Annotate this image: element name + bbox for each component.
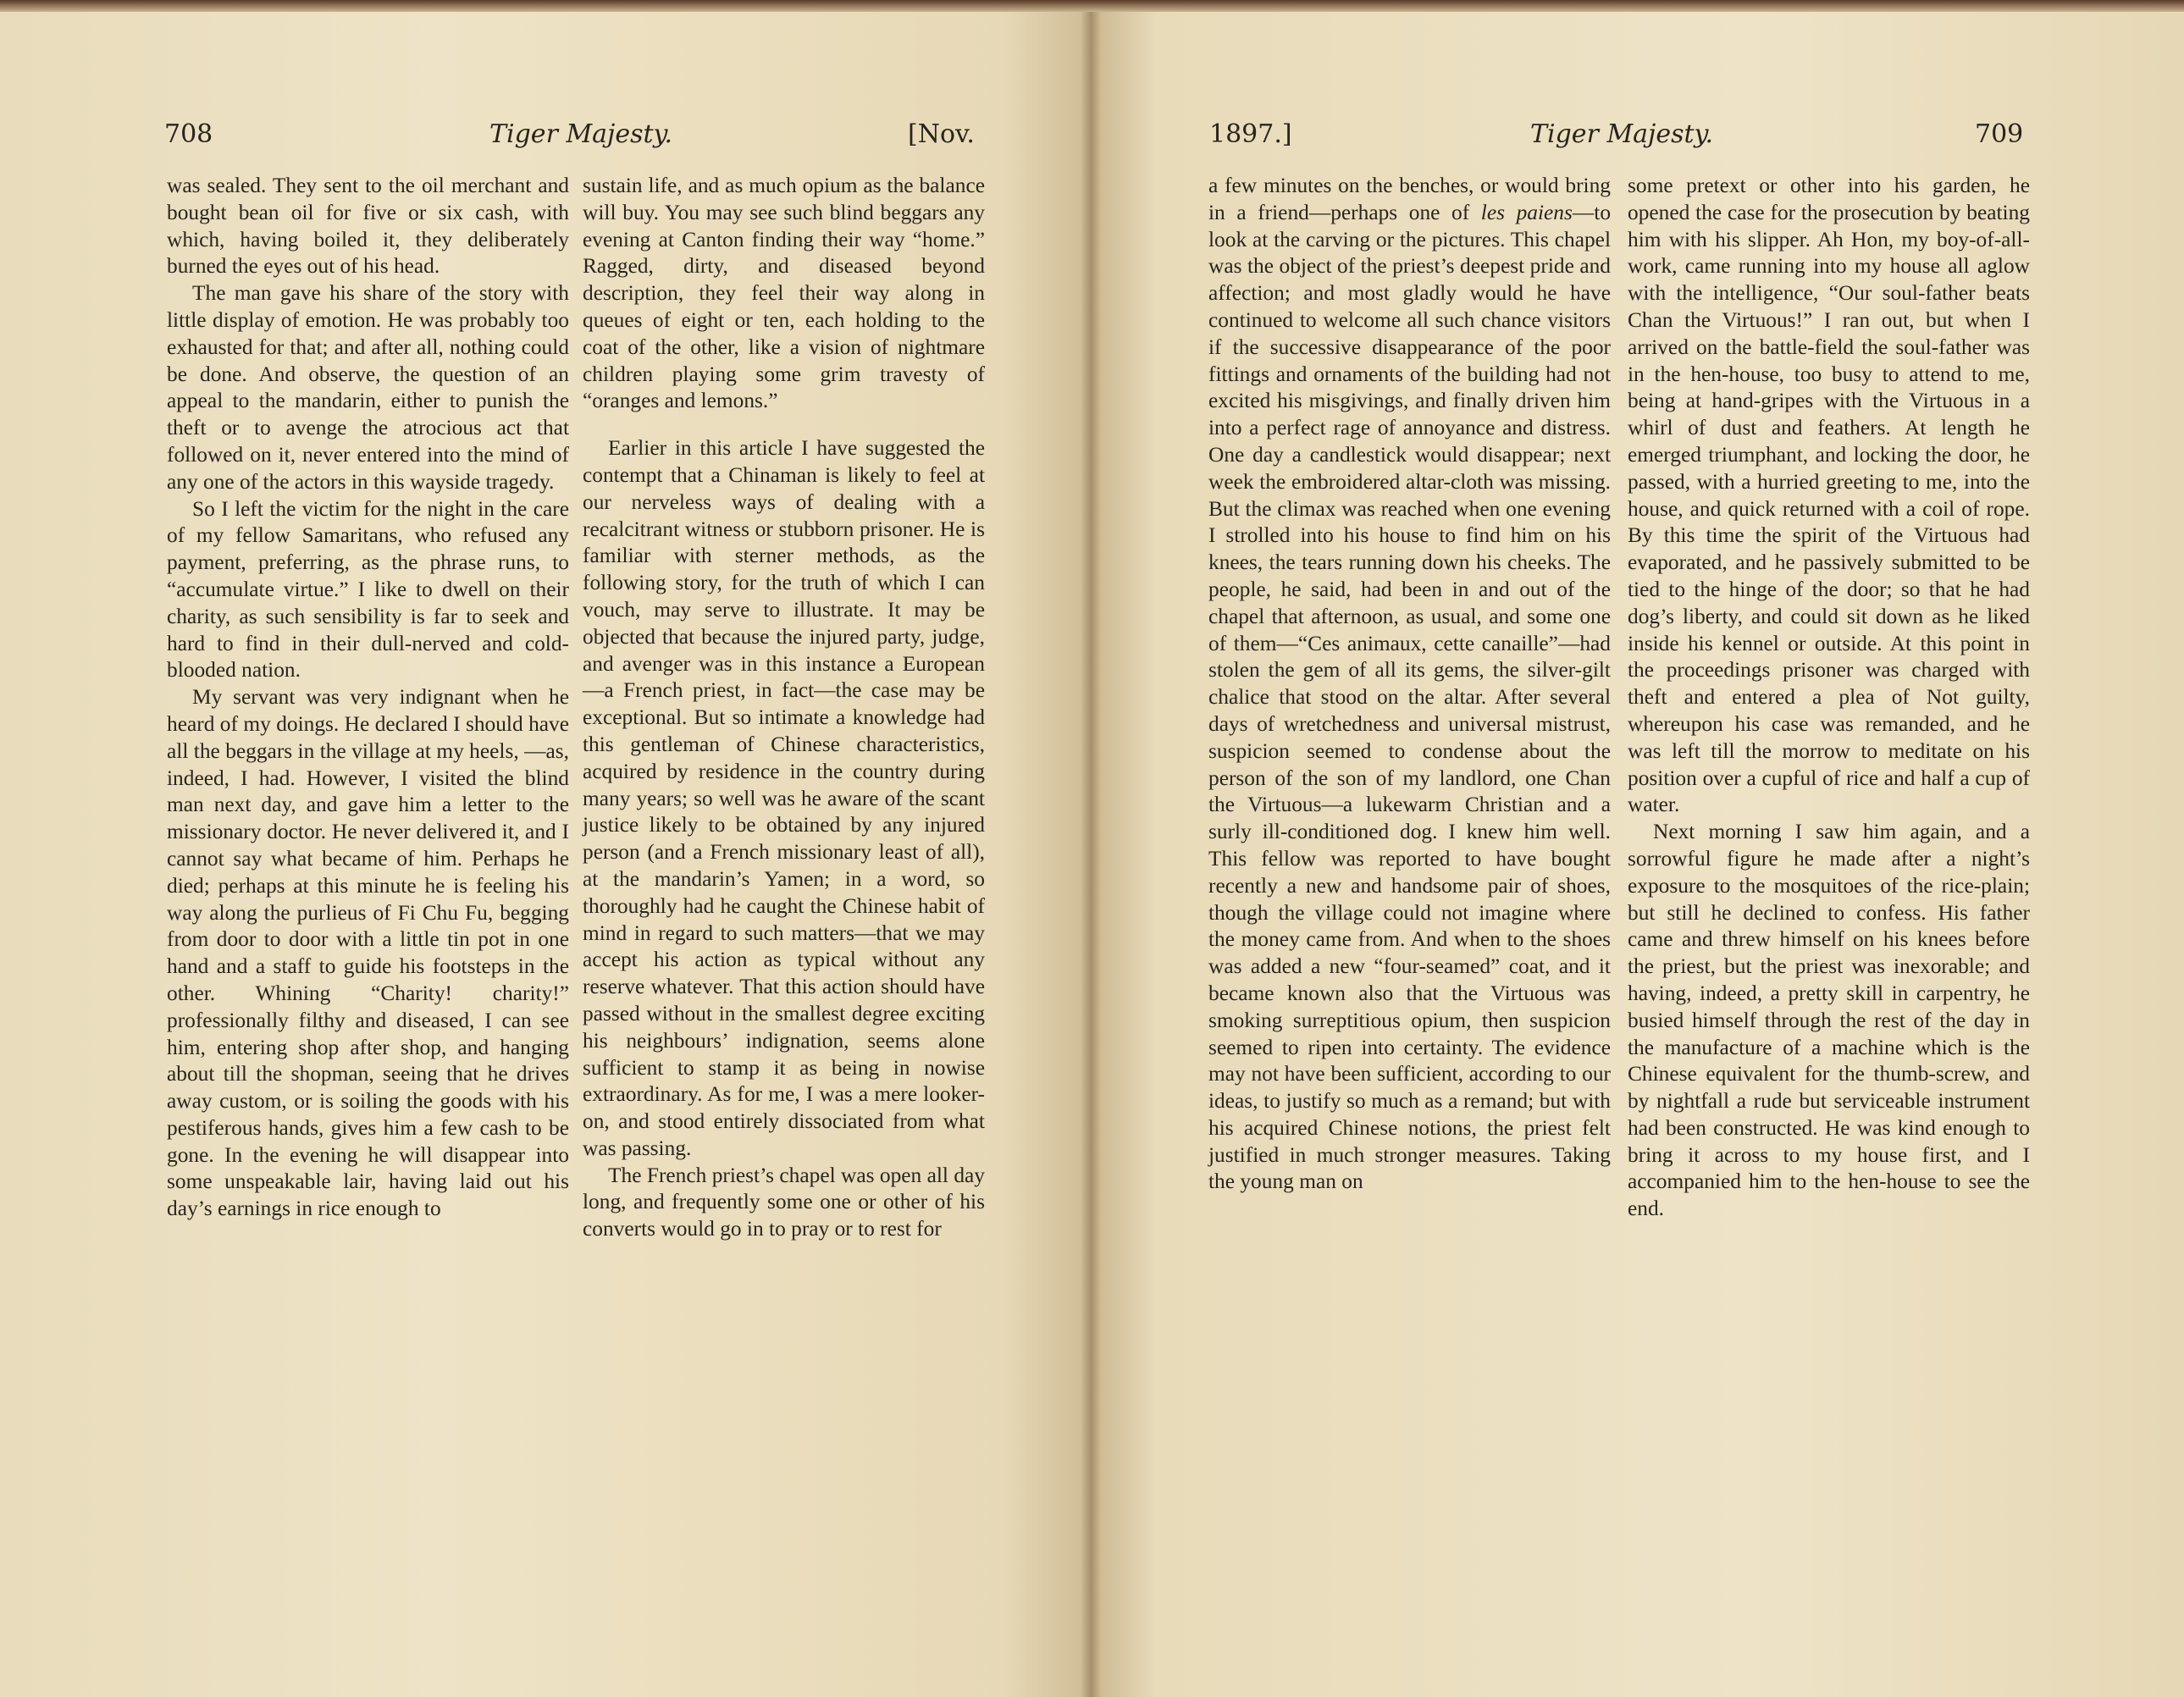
right-page-number: 709: [1975, 119, 2024, 149]
paragraph: [1208, 173, 1611, 1196]
paragraph: Next morning I saw him again, and a sorrowful figure he made after a night’s exposure to the mosquitoes of the rice-plain; but still he declined to confess. His father came and threw himself on his knees before the priest, but the priest was inexorable; and having, indeed, a pretty skill in carpentry, he busied himself through the rest of the day in the manufacture of a machine which is the Chinese equivalent for the thumb-screw, and by nightfall a rude but serviceable instrument had been constructed. He was kind enough to bring it across to my house first, and I accompanied him to the hen-house to see the end.: [1628, 820, 2030, 1221]
paragraph: So I left the victim for the night in the care of my fellow Samaritans, who refused any payment, preferring, as the phrase runs, to “accumulate virtue.” I like to dwell on their charity, as such sensibility is far to seek and hard to find in their dull-nerved and cold-blooded nation.: [167, 496, 569, 683]
left-month: [Nov.: [908, 119, 975, 149]
text-run: —to look at the carving or the pictures. This chapel was the object of the priest’s deepest pride and affection; and most gladly would he have continued to welcome all such chance visitors if the successive disappearance of the poor fittings and ornaments of the building had not excited his misgivings, and finally driven him into a perfect rage of annoyance and distress. One day a candlestick would disappear; next week the embroidered altar-cloth was missing. But the climax was reached when one evening I strolled into his house to find him on his knees, the tears running down his cheeks. The people, he said, had been in and out of the chapel that afternoon, as usual, and some one of them—“Ces animaux, cette canaille”—had stolen the gem of all its gems, the silver-gilt chalice that stood on the altar. After several days of wretchedness and universal mistrust, suspicion seemed to condense about the person of the son of my landlord, one Chan the Virtuous—a lukewarm Christian and a surly ill-conditioned dog. I knew him well. This fellow was reported to have bought recently a new and handsome pair of shoes, though the village could not imagine where the money came from. And when to the shoes was added a new “four-seamed” coat, and it became known also that the Virtuous was smoking surreptitious opium, then suspicion seemed to ripen into certainty. The evidence may not have been sufficient, according to our ideas, to justify so much as a remand; but with his acquired Chinese notions, the priest felt justified in much stronger measures. Taking the young man on: [1208, 200, 1612, 1194]
paragraph: My servant was very indignant when he heard of my doings. He declared I should have all the beggars in the village at my heels, —as, indeed, I had. However, I visited the blind man next day, and gave him a letter to the missionary doctor. He never delivered it, and I cannot say what became of him. Perhaps he died; perhaps at this minute he is feeling his way along the purlieus of Fi Chu Fu, begging from door to door with a little tin pot in one hand and a staff to guide his footsteps in the other. Whining “Charity! charity!” professionally filthy and diseased, I can see him, entering shop after shop, and hanging about till the shopman, seeing that he drives away custom, or is soiling the goods with his pestiferous hands, gives him a few cash to be gone. In the evening he will disappear into some unspeakable lair, having laid out his day’s earnings in rice enough to: [167, 685, 569, 1221]
paragraph: The man gave his share of the story with little display of emotion. He was probably too exhausted for that; and after all, nothing could be done. And observe, the question of an appeal to the mandarin, either to punish the theft or to avenge the atrocious act that followed on it, never entered into the mind of any one of the actors in this wayside tragedy.: [167, 281, 569, 494]
book-top-edge: [0, 0, 2184, 12]
right-running-title: Tiger Majesty.: [1530, 119, 1714, 149]
right-column-2: [1628, 173, 2030, 1223]
left-page: [0, 12, 1091, 1697]
left-column-1: [167, 173, 569, 1223]
right-column-1: [1208, 173, 1611, 1196]
paragraph: The French priest’s chapel was open all day long, and frequently some one or other of his converts would go in to pray or to rest for: [583, 1163, 985, 1241]
italic-phrase: les paiens: [1480, 200, 1573, 224]
paragraph: some pretext or other into his garden, he opened the case for the prosecution by beating him with his slipper. Ah Hon, my boy-of-all-work, came running into my house all aglow with the intelligence, “Our soul-father beats Chan the Virtuous!” I ran out, but when I arrived on the battle-field the soul-father was in the hen-house, too busy to attend to me, being at hand-gripes with the Virtuous in a whirl of dust and feathers. At length he emerged triumphant, and locking the door, he passed, with a hurried greeting to me, into the house, and quick returned with a coil of rope. By this time the spirit of the Virtuous had evaporated, and he passively submitted to be tied to the hinge of the door; so that he had dog’s liberty, and could sit down as he liked inside his kennel or outside. At this point in the proceedings prisoner was charged with theft and entered a plea of Not guilty, whereupon his case was remanded, and he was left till the morrow to meditate on his position over a cupful of rice and half a cup of water.: [1628, 174, 2030, 817]
left-running-head: [0, 113, 1091, 156]
paragraph: was sealed. They sent to the oil merchant and bought bean oil for five or six cash, with which, having boiled it, they deliberately burned the eyes out of his head.: [167, 174, 569, 279]
paragraph: Earlier in this article I have suggested the contempt that a Chinaman is likely to feel at our nerveless ways of dealing with a recalcitrant witness or stubborn prisoner. He is familiar with sterner methods, as the following story, for the truth of which I can vouch, may serve to illustrate. It may be objected that because the injured party, judge, and avenger was in this instance a European —a French priest, in fact—the case may be exceptional. But so intimate a knowledge had this gentleman of Chinese characteristics, acquired by residence in the country during many years; so well was he aware of the scant justice likely to be obtained by any injured person (and a French missionary least of all), at the mandarin’s Yamen; in a word, so thoroughly had he caught the Chinese habit of mind in regard to such matters—that we may accept his action as typical without any reserve whatever. That this action should have passed without in the smallest degree exciting his neighbours’ indignation, seems alone sufficient to stamp it as being in nowise extraordinary. As for me, I was a mere looker-on, and stood entirely dissociated from what was passing.: [583, 436, 985, 1160]
paragraph: sustain life, and as much opium as the balance will buy. You may see such blind beggars any evening at Canton finding their way “home.” Ragged, dirty, and diseased beyond description, they feel their way along in queues of eight or ten, each holding to the coat of the other, like a vision of nightmare children playing some grim travesty of “oranges and lemons.”: [583, 174, 985, 413]
right-page: [1091, 12, 2184, 1697]
right-year: 1897.]: [1209, 119, 1292, 149]
book-gutter: [1081, 12, 1101, 1697]
left-running-title: Tiger Majesty.: [489, 119, 673, 149]
left-column-2: [583, 173, 985, 1243]
right-running-head: [1091, 113, 2184, 156]
text-run: a few minutes on the benches, or would bring in a friend—perhaps one of: [1208, 174, 1611, 224]
left-page-number: 708: [164, 119, 213, 149]
